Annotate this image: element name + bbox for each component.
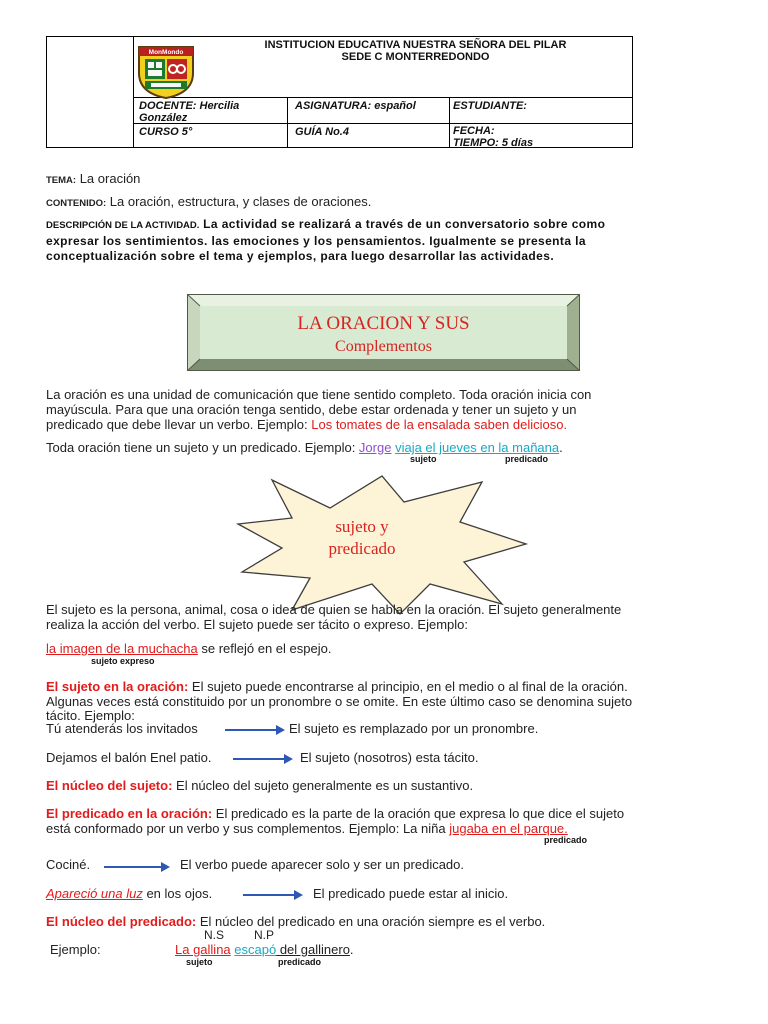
example1-subject: Jorge <box>358 440 392 455</box>
guia-cell: GUÍA No.4 <box>295 126 349 138</box>
tema-line <box>46 171 140 188</box>
aparecio-explanation: El predicado puede estar al inicio. <box>313 886 509 901</box>
example2-subject: la imagen de la muchacha <box>46 641 198 656</box>
table-divider <box>133 97 632 98</box>
institution-name: INSTITUCION EDUCATIVA NUESTRA SEÑORA DEL PILAR SEDE C MONTERREDONDO <box>264 39 567 63</box>
docente-cell: DOCENTE: Hercilia González <box>139 100 240 124</box>
intro-line: mayúscula. Para que una oración tenga sentido, debe estar ordenada y tener un sujeto y un <box>46 402 577 417</box>
tacito-explanation: El sujeto (nosotros) esta tácito. <box>300 750 479 765</box>
svg-text:MonMondo: MonMondo <box>148 49 184 56</box>
subject-label: sujeto <box>410 454 437 464</box>
arrow-right-icon <box>224 724 286 736</box>
nucleo-example <box>175 942 354 957</box>
predicado-oracion-heading: El predicado en la oración: <box>46 806 213 821</box>
cocine-explanation: El verbo puede aparecer solo y ser un predicado. <box>180 857 465 872</box>
cocine-example: Cociné. <box>46 857 91 872</box>
aparecio-example <box>46 886 212 901</box>
arrow-right-icon <box>103 861 171 873</box>
predicado-example: jugaba en el parque. <box>449 821 568 836</box>
nucleo-sujeto-heading: El núcleo del sujeto: <box>46 778 173 793</box>
pronombre-explanation: El sujeto es remplazado por un pronombre. <box>289 721 539 736</box>
aparecio-predicate: Apareció una luz <box>46 886 143 901</box>
school-crest-icon <box>135 43 197 99</box>
example2-line <box>46 641 331 656</box>
tema-value: La oración <box>79 171 141 186</box>
banner-title: LA ORACION Y SUS <box>297 313 470 334</box>
descripcion-line: expresar los sentimientos. las emociones y los pensamientos. Igualmente se presenta la <box>46 233 586 248</box>
predicado-oracion-text: El predicado es la parte de la oración que expresa lo que dice el sujeto <box>212 806 625 821</box>
nucleo-example-verb: escapó <box>234 942 277 957</box>
sujeto-def-line: realiza la acción del verbo. El sujeto puede ser tácito o expreso. Ejemplo: <box>46 617 469 632</box>
descripcion-line: La actividad se realizará a través de un conversatorio sobre como <box>199 217 606 231</box>
descripcion-line: conceptualización sobre el tema y ejemplos, para luego desarrollar las actividades. <box>46 249 555 263</box>
table-divider <box>287 97 288 147</box>
predicado-oracion-text: está conformado por un verbo y sus complementos. Ejemplo: La niña <box>46 821 450 836</box>
example1-text: Toda oración tiene un sujeto y un predicado. Ejemplo: <box>46 440 359 455</box>
predicado-label: predicado <box>544 835 588 845</box>
header-table <box>46 36 633 148</box>
nucleo-sujeto-text: El núcleo del sujeto generalmente es un sustantivo. <box>172 778 474 793</box>
tema-label: TEMA: <box>46 175 77 186</box>
nucleo-predicado-text: El núcleo del predicado en una oración siempre es el verbo. <box>196 914 546 929</box>
arrow-right-icon <box>242 889 304 901</box>
intro-line <box>46 417 567 432</box>
nucleo-predicado-line <box>46 914 545 929</box>
nucleo-example-rest: del gallinero <box>276 942 350 957</box>
table-divider <box>449 97 450 147</box>
sujeto-oracion-heading: El sujeto en la oración: <box>46 679 189 694</box>
table-divider <box>133 37 134 147</box>
example1-line <box>46 440 563 455</box>
predicate-label: predicado <box>278 957 322 967</box>
banner-subtitle: Complementos <box>335 338 432 355</box>
subject-label: sujeto <box>186 957 213 967</box>
estudiante-cell: ESTUDIANTE: <box>453 100 527 112</box>
intro-line: La oración es una unidad de comunicación que tiene sentido completo. Toda oración inicia con <box>46 387 592 402</box>
title-banner <box>187 294 580 371</box>
curso-cell: CURSO 5° <box>139 126 193 138</box>
aparecio-rest: en los ojos. <box>142 886 213 901</box>
sujeto-oracion-text: El sujeto puede encontrarse al principio, en el medio o al final de la oración. <box>188 679 628 694</box>
predicado-oracion-line <box>46 821 568 836</box>
arrow-right-icon <box>232 753 294 765</box>
ns-marker: N.S <box>204 928 225 942</box>
np-marker: N.P <box>254 928 275 942</box>
nucleo-example-end: . <box>349 942 354 957</box>
fecha-cell: FECHA: TIEMPO: 5 días <box>453 125 534 149</box>
ejemplo-label: Ejemplo: <box>50 942 101 957</box>
descripcion-label: DESCRIPCIÓN DE LA ACTIVIDAD. <box>46 220 200 231</box>
nucleo-predicado-heading: El núcleo del predicado: <box>46 914 197 929</box>
predicate-label: predicado <box>505 454 549 464</box>
example2-rest: se reflejó en el espejo. <box>197 641 332 656</box>
contenido-label: CONTENIDO: <box>46 198 107 209</box>
sujeto-def-line: El sujeto es la persona, animal, cosa o idea de quien se habla en la oración. El sujeto generalmente <box>46 602 622 617</box>
tacito-example: Dejamos el balón Enel patio. <box>46 750 212 765</box>
example1-predicate: viaja el jueves en la mañana <box>395 440 560 455</box>
contenido-line <box>46 194 371 211</box>
nucleo-sujeto-line <box>46 778 473 793</box>
intro-example: Los tomates de la ensalada saben delicioso. <box>311 417 568 432</box>
example1-end: . <box>559 440 563 455</box>
intro-line-text: predicado que debe llevar un verbo. Ejemplo: <box>46 417 308 432</box>
sujeto-expreso-label: sujeto expreso <box>91 656 155 666</box>
sujeto-oracion-line: tácito. Ejemplo: <box>46 708 135 723</box>
nucleo-example-subject: La gallina <box>175 942 231 957</box>
sujeto-oracion-line <box>46 679 628 694</box>
descripcion-paragraph <box>46 217 726 265</box>
starburst-text: sujeto y predicado <box>328 517 396 558</box>
predicado-oracion-line <box>46 806 624 821</box>
pronombre-example: Tú atenderás los invitados <box>46 721 198 736</box>
asignatura-cell: ASIGNATURA: español <box>295 100 416 112</box>
sujeto-oracion-line: Algunas veces está constituido por un pronombre o se omite. En este último caso se denomina sujeto <box>46 694 633 709</box>
contenido-value: La oración, estructura, y clases de oraciones. <box>109 194 372 209</box>
